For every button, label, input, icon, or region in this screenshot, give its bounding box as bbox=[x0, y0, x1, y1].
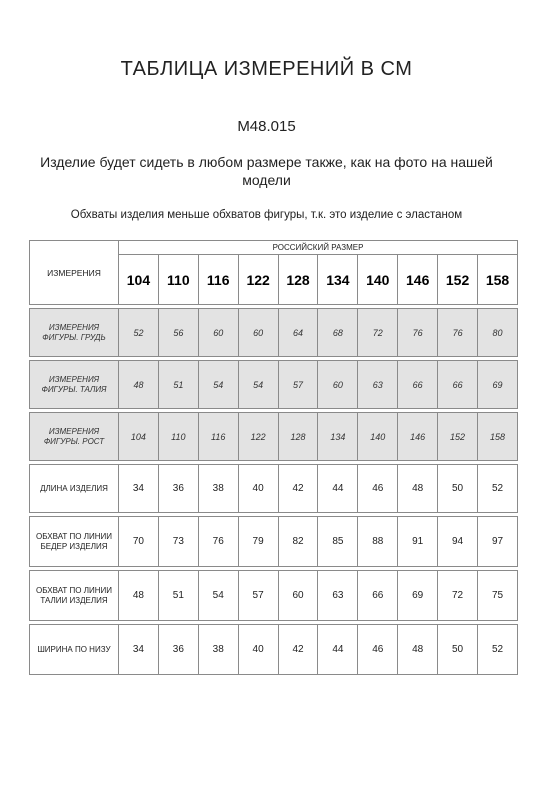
value-cell: 80 bbox=[478, 309, 518, 357]
value-cell: 91 bbox=[398, 517, 438, 567]
value-cell: 73 bbox=[158, 517, 198, 567]
value-cell: 140 bbox=[358, 413, 398, 461]
value-cell: 104 bbox=[119, 413, 159, 461]
value-cell: 97 bbox=[478, 517, 518, 567]
measure-header: ИЗМЕРЕНИЯ bbox=[30, 241, 119, 305]
value-cell: 158 bbox=[478, 413, 518, 461]
value-cell: 34 bbox=[119, 465, 159, 513]
value-cell: 79 bbox=[238, 517, 278, 567]
row-label: ИЗМЕРЕНИЯ ФИГУРЫ. ТАЛИЯ bbox=[30, 361, 119, 409]
value-cell: 54 bbox=[198, 361, 238, 409]
value-cell: 36 bbox=[158, 625, 198, 675]
value-cell: 66 bbox=[398, 361, 438, 409]
size-table bbox=[29, 240, 518, 675]
product-measure-row bbox=[30, 571, 518, 621]
value-cell: 52 bbox=[478, 465, 518, 513]
page-title: ТАБЛИЦА ИЗМЕРЕНИЙ В СМ bbox=[120, 58, 413, 80]
value-cell: 48 bbox=[398, 625, 438, 675]
figure-measure-row bbox=[30, 413, 518, 461]
value-cell: 51 bbox=[158, 361, 198, 409]
figure-measure-row bbox=[30, 309, 518, 357]
value-cell: 63 bbox=[358, 361, 398, 409]
row-label: ШИРИНА ПО НИЗУ bbox=[30, 625, 119, 675]
size-header-cell: 104 bbox=[119, 255, 159, 305]
value-cell: 42 bbox=[278, 625, 318, 675]
size-header-cell: 134 bbox=[318, 255, 358, 305]
value-cell: 146 bbox=[398, 413, 438, 461]
value-cell: 76 bbox=[198, 517, 238, 567]
value-cell: 85 bbox=[318, 517, 358, 567]
value-cell: 44 bbox=[318, 625, 358, 675]
value-cell: 110 bbox=[158, 413, 198, 461]
product-measure-row bbox=[30, 465, 518, 513]
value-cell: 72 bbox=[358, 309, 398, 357]
value-cell: 82 bbox=[278, 517, 318, 567]
value-cell: 70 bbox=[119, 517, 159, 567]
value-cell: 46 bbox=[358, 465, 398, 513]
value-cell: 57 bbox=[278, 361, 318, 409]
size-header-cell: 128 bbox=[278, 255, 318, 305]
value-cell: 54 bbox=[238, 361, 278, 409]
value-cell: 38 bbox=[198, 465, 238, 513]
value-cell: 48 bbox=[119, 571, 159, 621]
value-cell: 76 bbox=[398, 309, 438, 357]
value-cell: 57 bbox=[238, 571, 278, 621]
size-header-cell: 110 bbox=[158, 255, 198, 305]
value-cell: 72 bbox=[438, 571, 478, 621]
value-cell: 40 bbox=[238, 465, 278, 513]
size-group-header: РОССИЙСКИЙ РАЗМЕР bbox=[119, 241, 518, 255]
value-cell: 48 bbox=[119, 361, 159, 409]
value-cell: 128 bbox=[278, 413, 318, 461]
value-cell: 50 bbox=[438, 465, 478, 513]
product-measure-row bbox=[30, 517, 518, 567]
value-cell: 122 bbox=[238, 413, 278, 461]
value-cell: 42 bbox=[278, 465, 318, 513]
value-cell: 52 bbox=[119, 309, 159, 357]
elastane-note: Обхваты изделия меньше обхватов фигуры, т.к. это изделие с эластаном bbox=[70, 209, 463, 221]
value-cell: 40 bbox=[238, 625, 278, 675]
value-cell: 66 bbox=[358, 571, 398, 621]
size-header-cell: 116 bbox=[198, 255, 238, 305]
value-cell: 66 bbox=[438, 361, 478, 409]
value-cell: 60 bbox=[198, 309, 238, 357]
value-cell: 60 bbox=[278, 571, 318, 621]
value-cell: 68 bbox=[318, 309, 358, 357]
value-cell: 116 bbox=[198, 413, 238, 461]
value-cell: 56 bbox=[158, 309, 198, 357]
value-cell: 60 bbox=[238, 309, 278, 357]
size-header-cell: 158 bbox=[478, 255, 518, 305]
value-cell: 38 bbox=[198, 625, 238, 675]
value-cell: 34 bbox=[119, 625, 159, 675]
value-cell: 51 bbox=[158, 571, 198, 621]
value-cell: 75 bbox=[478, 571, 518, 621]
size-header-cell: 122 bbox=[238, 255, 278, 305]
row-label: ДЛИНА ИЗДЕЛИЯ bbox=[30, 465, 119, 513]
product-measure-row bbox=[30, 625, 518, 675]
figure-measure-row bbox=[30, 361, 518, 409]
value-cell: 88 bbox=[358, 517, 398, 567]
row-label: ИЗМЕРЕНИЯ ФИГУРЫ. ГРУДЬ bbox=[30, 309, 119, 357]
value-cell: 36 bbox=[158, 465, 198, 513]
value-cell: 69 bbox=[398, 571, 438, 621]
value-cell: 69 bbox=[478, 361, 518, 409]
value-cell: 76 bbox=[438, 309, 478, 357]
size-header-cell: 146 bbox=[398, 255, 438, 305]
value-cell: 46 bbox=[358, 625, 398, 675]
value-cell: 152 bbox=[438, 413, 478, 461]
row-label: ОБХВАТ ПО ЛИНИИ ТАЛИИ ИЗДЕЛИЯ bbox=[30, 571, 119, 621]
value-cell: 54 bbox=[198, 571, 238, 621]
fit-note: Изделие будет сидеть в любом размере также, как на фото на нашей модели bbox=[40, 154, 493, 188]
value-cell: 60 bbox=[318, 361, 358, 409]
size-header-cell: 152 bbox=[438, 255, 478, 305]
value-cell: 64 bbox=[278, 309, 318, 357]
size-header-cell: 140 bbox=[358, 255, 398, 305]
value-cell: 50 bbox=[438, 625, 478, 675]
value-cell: 52 bbox=[478, 625, 518, 675]
value-cell: 44 bbox=[318, 465, 358, 513]
value-cell: 63 bbox=[318, 571, 358, 621]
row-label: ОБХВАТ ПО ЛИНИИ БЕДЕР ИЗДЕЛИЯ bbox=[30, 517, 119, 567]
value-cell: 48 bbox=[398, 465, 438, 513]
value-cell: 134 bbox=[318, 413, 358, 461]
article-code: M48.015 bbox=[237, 118, 296, 135]
value-cell: 94 bbox=[438, 517, 478, 567]
row-label: ИЗМЕРЕНИЯ ФИГУРЫ. РОСТ bbox=[30, 413, 119, 461]
